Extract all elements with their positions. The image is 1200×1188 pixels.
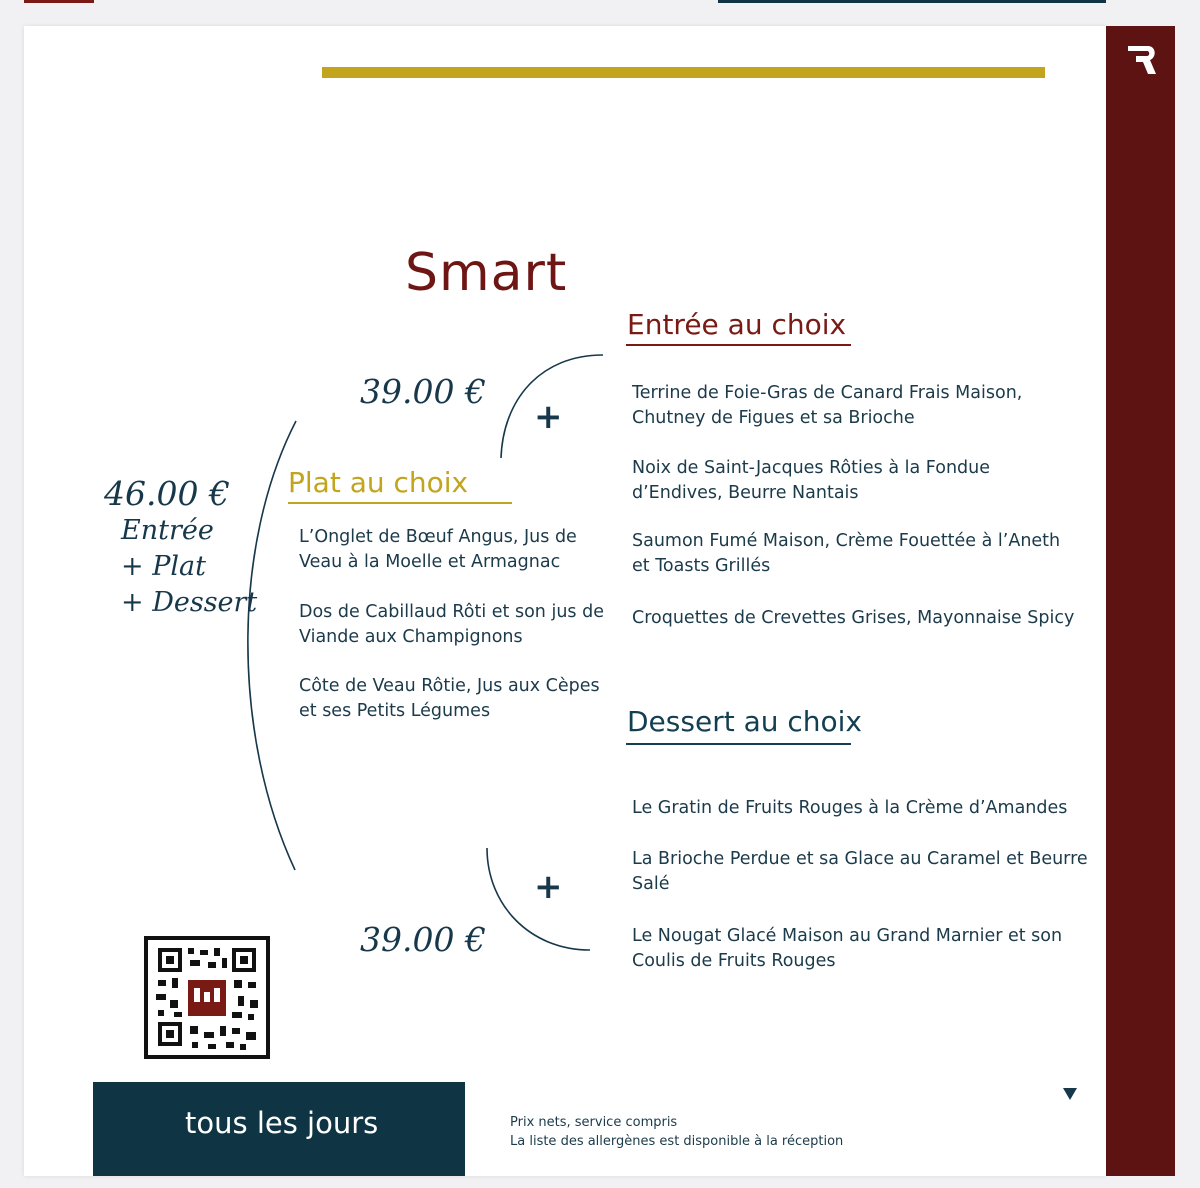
menu-item-line: Le Nougat Glacé Maison au Grand Marnier et son <box>632 926 1063 946</box>
section-underline-dessert <box>626 743 851 745</box>
menu-item-line: Dos de Cabillaud Rôti et son jus de <box>299 602 604 622</box>
combo-line-entree: Entrée <box>121 515 214 546</box>
menu-item-entree <box>632 529 1060 579</box>
menu-item-line: Salé <box>632 874 670 894</box>
menu-item-line: Veau à la Moelle et Armagnac <box>299 552 561 572</box>
menu-item-dessert <box>632 847 1088 897</box>
section-title-dessert: Dessert au choix <box>627 705 863 738</box>
menu-item-line: et Toasts Grillés <box>632 556 771 576</box>
section-title-plat: Plat au choix <box>288 466 469 499</box>
menu-item-line: d’Endives, Beurre Nantais <box>632 483 859 503</box>
combo-line-plat: + Plat <box>121 551 206 582</box>
menu-item-line: Noix de Saint-Jacques Rôties à la Fondue <box>632 458 990 478</box>
footer-note-allergens: La liste des allergènes est disponible à la réception <box>510 1134 844 1149</box>
menu-item-line: Croquettes de Crevettes Grises, Mayonnaise Spicy <box>632 608 1075 628</box>
menu-item-plat <box>299 600 604 650</box>
menu-item-line: La Brioche Perdue et sa Glace au Caramel et Beurre <box>632 849 1088 869</box>
price-plat-dessert: 39.00 € <box>360 920 486 959</box>
daily-banner-label: tous les jours <box>185 1106 379 1140</box>
qr-code[interactable] <box>144 936 270 1059</box>
menu-item-entree <box>632 606 1074 631</box>
down-arrow-icon[interactable] <box>1063 1088 1077 1100</box>
menu-item-line: Coulis de Fruits Rouges <box>632 951 836 971</box>
menu-item-line: et ses Petits Légumes <box>299 701 491 721</box>
menu-item-line: Saumon Fumé Maison, Crème Fouettée à l’Aneth <box>632 531 1061 551</box>
menu-item-entree <box>632 381 1022 431</box>
gold-divider <box>322 67 1045 78</box>
menu-item-line: L’Onglet de Bœuf Angus, Jus de <box>299 527 577 547</box>
price-full-menu: 46.00 € <box>104 474 230 513</box>
price-entree-plat: 39.00 € <box>360 372 486 411</box>
menu-item-plat <box>299 525 577 575</box>
qr-code-icon <box>144 936 270 1059</box>
menu-item-entree <box>632 456 990 506</box>
menu-item-dessert <box>632 796 1067 821</box>
brand-sidebar <box>1106 26 1175 1176</box>
menu-item-dessert <box>632 924 1062 974</box>
menu-item-line: Viande aux Champignons <box>299 627 523 647</box>
plus-icon: + <box>534 397 563 437</box>
menu-title: Smart <box>405 243 568 303</box>
section-title-entree: Entrée au choix <box>627 308 847 341</box>
menu-item-plat <box>299 674 600 724</box>
top-bar-accent-right <box>718 0 1106 3</box>
top-bar-accent-left <box>24 0 94 3</box>
menu-item-line: Le Gratin de Fruits Rouges à la Crème d’Amandes <box>632 798 1068 818</box>
combo-line-dessert: + Dessert <box>121 587 258 618</box>
menu-item-line: Côte de Veau Rôtie, Jus aux Cèpes <box>299 676 600 696</box>
plus-icon: + <box>534 867 563 907</box>
menu-item-line: Chutney de Figues et sa Brioche <box>632 408 915 428</box>
section-underline-entree <box>626 344 851 346</box>
section-underline-plat <box>288 502 512 504</box>
footer-note-prices: Prix nets, service compris <box>510 1115 678 1130</box>
daily-banner <box>93 1082 465 1176</box>
brand-logo-icon <box>1126 42 1158 78</box>
menu-item-line: Terrine de Foie-Gras de Canard Frais Maison, <box>632 383 1023 403</box>
